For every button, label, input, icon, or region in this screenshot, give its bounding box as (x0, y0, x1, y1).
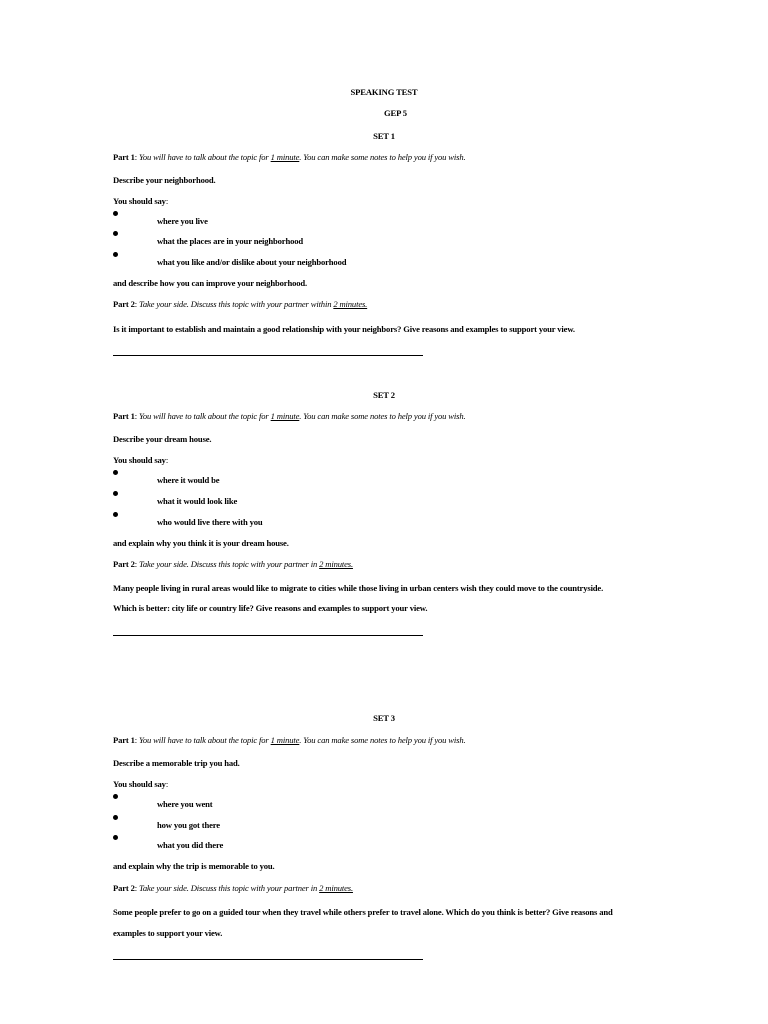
part1-instruction: Part 1: You will have to talk about the topic for 1 minute. You can make some notes to help you if you wish. (113, 735, 466, 745)
part2-instruction: Part 2: Take your side. Discuss this topic with your partner in 2 minutes. (113, 559, 353, 569)
set-heading: SET 2 (373, 390, 395, 400)
part2-time: 2 minutes. (319, 883, 353, 893)
discussion-question: Is it important to establish and maintain a good relationship with your neighbors? Give reasons and examples to support your view. (113, 324, 575, 334)
part2-label: Part 2 (113, 559, 135, 569)
bullet-dot (113, 470, 118, 475)
bullet-item: what you did there (157, 840, 224, 850)
set-heading: SET 1 (373, 131, 395, 141)
part1-time: 1 minute (270, 152, 300, 162)
bullet-item: where you went (157, 799, 213, 809)
bullet-dot (113, 231, 118, 236)
part2-label: Part 2 (113, 299, 135, 309)
part1-label: Part 1 (113, 411, 135, 421)
discussion-question: Some people prefer to go on a guided tour when they travel while others prefer to travel alone. Which do you think is better? Give reasons and (113, 907, 613, 917)
page-title: SPEAKING TEST (350, 87, 418, 97)
closing-line: and explain why the trip is memorable to you. (113, 861, 275, 871)
part1-time: 1 minute (270, 735, 300, 745)
divider-line (113, 355, 423, 356)
closing-line: and explain why you think it is your dream house. (113, 538, 289, 548)
part2-label: Part 2 (113, 883, 135, 893)
bullet-item: what the places are in your neighborhood (157, 236, 303, 246)
part1-instruction: Part 1: You will have to talk about the topic for 1 minute. You can make some notes to help you if you wish. (113, 152, 466, 162)
part2-time: 2 minutes. (319, 559, 353, 569)
part1-instruction: Part 1: You will have to talk about the topic for 1 minute. You can make some notes to help you if you wish. (113, 411, 466, 421)
bullet-item: who would live there with you (157, 517, 263, 527)
part2-instruction: Part 2: Take your side. Discuss this topic with your partner in 2 minutes. (113, 883, 353, 893)
should-say-label: You should say: (113, 779, 169, 789)
should-say-label: You should say: (113, 196, 169, 206)
should-say-label: You should say: (113, 455, 169, 465)
bullet-item: where you live (157, 216, 208, 226)
topic-prompt: Describe your dream house. (113, 434, 212, 444)
divider-line (113, 959, 423, 960)
bullet-dot (113, 252, 118, 257)
bullet-dot (113, 835, 118, 840)
part1-time: 1 minute (270, 411, 300, 421)
part2-instruction: Part 2: Take your side. Discuss this topic with your partner within 2 minutes. (113, 299, 368, 309)
bullet-item: how you got there (157, 820, 220, 830)
page-subtitle: GEP 5 (384, 108, 407, 118)
bullet-dot (113, 794, 118, 799)
discussion-question: examples to support your view. (113, 928, 223, 938)
bullet-item: where it would be (157, 475, 220, 485)
bullet-dot (113, 512, 118, 517)
topic-prompt: Describe your neighborhood. (113, 175, 216, 185)
bullet-dot (113, 211, 118, 216)
closing-line: and describe how you can improve your neighborhood. (113, 278, 308, 288)
topic-prompt: Describe a memorable trip you had. (113, 758, 240, 768)
bullet-item: what it would look like (157, 496, 238, 506)
discussion-question: Which is better: city life or country life? Give reasons and examples to support your view. (113, 603, 428, 613)
bullet-dot (113, 815, 118, 820)
divider-line (113, 635, 423, 636)
part2-time: 2 minutes. (333, 299, 368, 309)
part1-label: Part 1 (113, 152, 135, 162)
set-heading: SET 3 (373, 713, 395, 723)
discussion-question: Many people living in rural areas would like to migrate to cities while those living in urban centers wish they could move to the countryside. (113, 583, 604, 593)
part1-label: Part 1 (113, 735, 135, 745)
bullet-dot (113, 491, 118, 496)
bullet-item: what you like and/or dislike about your neighborhood (157, 257, 347, 267)
